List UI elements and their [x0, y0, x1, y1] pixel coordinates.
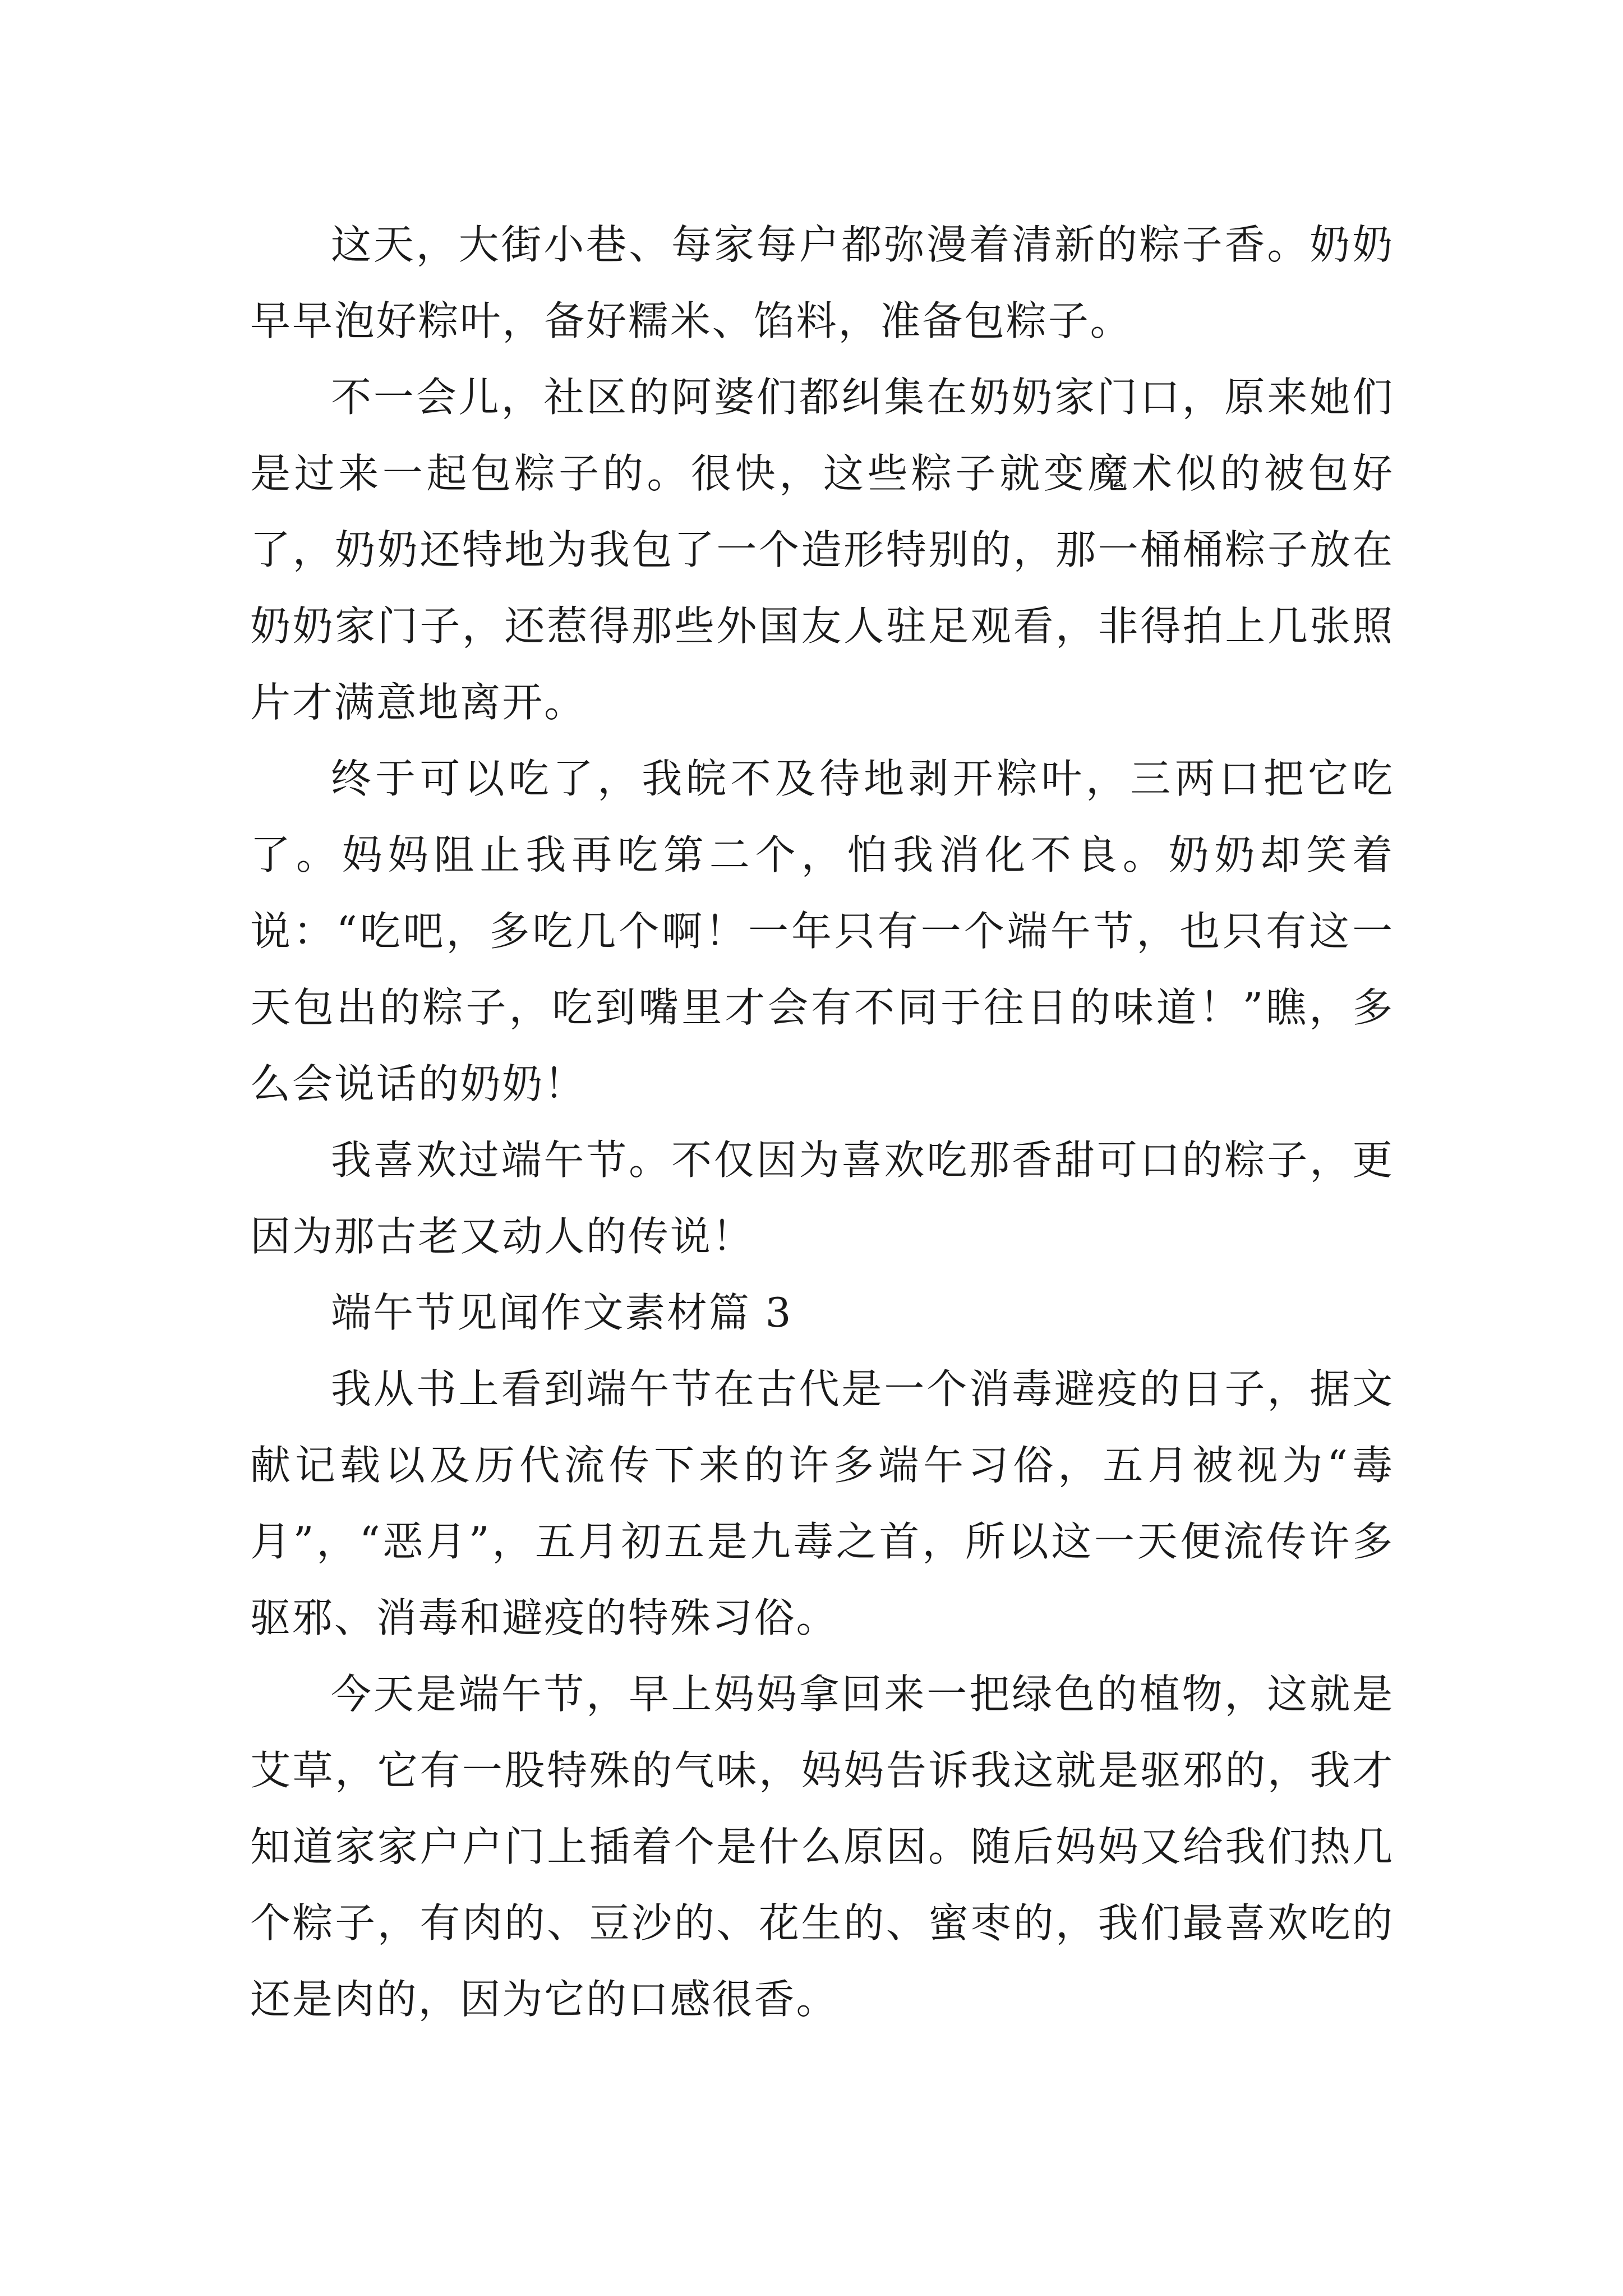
paragraph: 不一会儿，社区的阿婆们都纠集在奶奶家门口，原来她们是过来一起包粽子的。很快，这些粽子就变魔术似的被包好了，奶奶还特地为我包了一个造形特别的，那一桶桶粽子放在奶奶家门子，还惹得那些外国友人驻足观看，非得拍上几张照片才满意地离开。	[250, 374, 1394, 726]
paragraph: 今天是端午节，早上妈妈拿回来一把绿色的植物，这就是艾草，它有一股特殊的气味，妈妈告诉我这就是驱邪的，我才知道家家户户门上插着个是什么原因。随后妈妈又给我们热几个粽子，有肉的、豆沙的、花生的、蜜枣的，我们最喜欢吃的还是肉的，因为它的口感很香。	[250, 1671, 1394, 2023]
paragraph: 终于可以吃了，我皖不及待地剥开粽叶，三两口把它吃了。妈妈阻止我再吃第二个，怕我消化不良。奶奶却笑着说：“吃吧，多吃几个啊！一年只有一个端午节，也只有这一天包出的粽子，吃到嘴里才会有不同于往日的味道！”瞧，多么会说话的奶奶！	[250, 755, 1394, 1107]
section-heading: 端午节见闻作文素材篇 3	[331, 1289, 793, 1336]
paragraph: 这天，大街小巷、每家每户都弥漫着清新的粽子香。奶奶早早泡好粽叶，备好糯米、馅料，准备包粽子。	[250, 221, 1394, 344]
document-body	[250, 206, 1394, 2037]
paragraph: 我喜欢过端午节。不仅因为喜欢吃那香甜可口的粽子，更因为那古老又动人的传说！	[250, 1137, 1394, 1260]
paragraph: 我从书上看到端午节在古代是一个消毒避疫的日子，据文献记载以及历代流传下来的许多端午习俗，五月被视为“毒月”，“恶月”，五月初五是九毒之首，所以这一天便流传许多驱邪、消毒和避疫的特殊习俗。	[250, 1365, 1394, 1641]
